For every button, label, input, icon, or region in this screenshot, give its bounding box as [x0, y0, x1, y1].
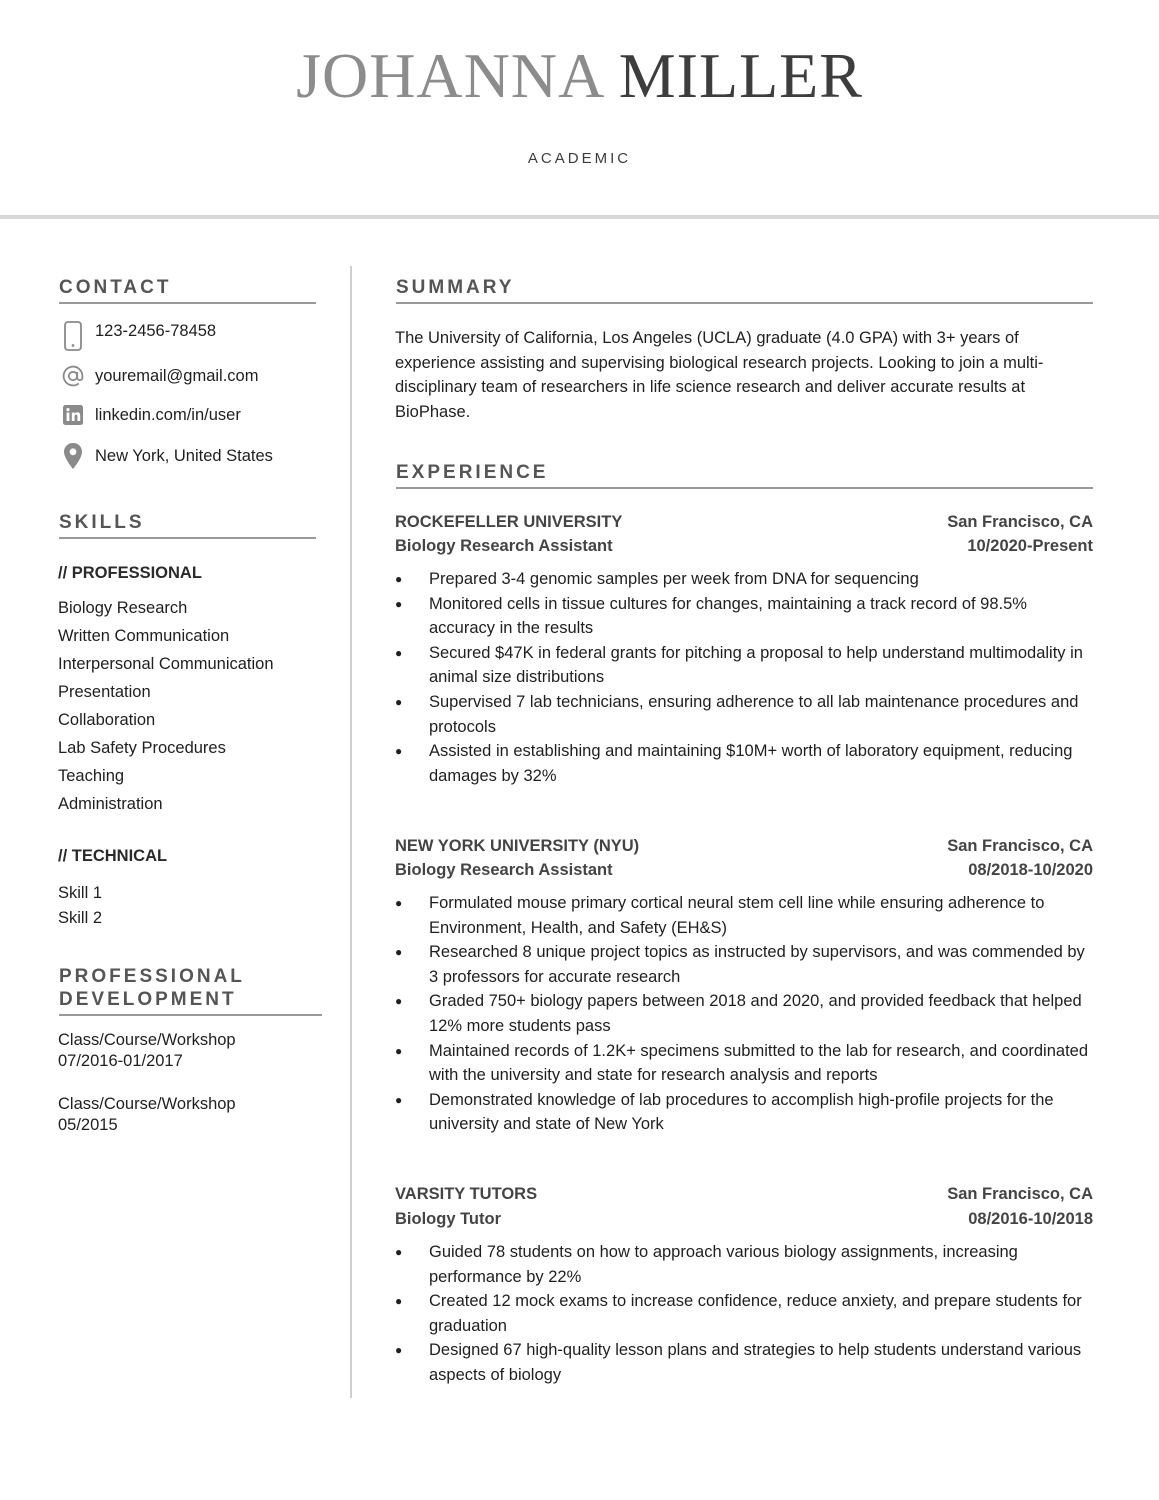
email-text: youremail@gmail.com — [95, 366, 259, 385]
contact-location — [58, 441, 273, 471]
job-bullet: ● Formulated mouse primary cortical neural stem cell line while ensuring adherence to Environment, Health, and Safety (EH&S) — [395, 891, 1095, 940]
technical-skills-label: // TECHNICAL — [58, 847, 168, 865]
pd-item-date: 07/2016-01/2017 — [58, 1052, 183, 1070]
job-bullet: ● Researched 8 unique project topics as instructed by supervisors, and was commended by 3 professors for accurate research — [395, 940, 1095, 989]
professional-skills-label: // PROFESSIONAL — [58, 564, 202, 582]
skills-title: SKILLS — [59, 512, 145, 533]
resume-subtitle: ACADEMIC — [527, 150, 632, 167]
skill-item: Presentation — [58, 683, 151, 701]
linkedin-icon — [58, 400, 88, 430]
experience-rule — [396, 487, 1093, 489]
job-role: Biology Research Assistant — [395, 537, 613, 555]
summary-text: The University of California, Los Angeles (UCLA) graduate (4.0 GPA) with 3+ years of experience assisting and supervising biological research projects. Looking to join a multi-disciplinary team of researchers in life science research and deliver accurate results at BioPhase. — [395, 329, 1044, 421]
job-dates: 08/2018-10/2020 — [968, 861, 1093, 879]
technical-skills-list — [58, 881, 102, 931]
job-bullet: ● Monitored cells in tissue cultures for changes, maintaining a track record of 98.5% accuracy in the results — [395, 592, 1095, 641]
skill-item: Skill 1 — [58, 884, 103, 902]
job-role: Biology Tutor — [395, 1210, 502, 1228]
skill-item: Teaching — [58, 767, 125, 785]
linkedin-text: linkedin.com/in/user — [95, 405, 241, 424]
job-bullet: ● Supervised 7 lab technicians, ensuring adherence to all lab maintenance procedures and protocols — [395, 690, 1095, 739]
job-role-row — [395, 861, 1093, 883]
job-company-row — [395, 1185, 1093, 1207]
skill-item: Written Communication — [58, 627, 230, 645]
job-role: Biology Research Assistant — [395, 861, 613, 879]
phone-text: 123-2456-78458 — [95, 321, 217, 340]
job-bullet: ● Created 12 mock exams to increase confidence, reduce anxiety, and prepare students for graduation — [395, 1289, 1095, 1338]
pd-item-name: Class/Course/Workshop — [58, 1095, 236, 1113]
job-bullets — [395, 891, 1095, 1137]
job-company: NEW YORK UNIVERSITY (NYU) — [395, 837, 640, 855]
professional-skills-list — [58, 594, 274, 818]
contact-phone — [58, 321, 216, 351]
pd-item-name: Class/Course/Workshop — [58, 1031, 236, 1049]
skills-rule — [59, 537, 316, 539]
job-company: VARSITY TUTORS — [395, 1185, 538, 1203]
last-name: MILLER — [618, 40, 863, 111]
job-role-row — [395, 1210, 1093, 1232]
job-dates: 08/2016-10/2018 — [968, 1210, 1093, 1228]
job-location: San Francisco, CA — [947, 1185, 1093, 1203]
skill-item: Collaboration — [58, 711, 156, 729]
experience-title: EXPERIENCE — [396, 462, 549, 483]
header-divider — [0, 215, 1159, 219]
phone-icon — [58, 321, 88, 351]
job-dates: 10/2020-Present — [967, 537, 1093, 555]
job-location: San Francisco, CA — [947, 837, 1093, 855]
contact-rule — [59, 302, 316, 304]
job-bullet: ● Secured $47K in federal grants for pitching a proposal to help understand multimodality in animal size distributions — [395, 641, 1095, 690]
contact-linkedin — [58, 400, 241, 430]
job-bullets — [395, 1240, 1095, 1388]
job-bullet: ● Assisted in establishing and maintaining $10M+ worth of laboratory equipment, reducing damages by 32% — [395, 739, 1095, 788]
summary-rule — [396, 302, 1093, 304]
resume-name — [0, 38, 1159, 114]
job-company-row — [395, 513, 1093, 535]
summary-title: SUMMARY — [396, 277, 515, 298]
location-pin-icon — [58, 441, 88, 471]
skill-item: Interpersonal Communication — [58, 655, 274, 673]
job-role-row — [395, 537, 1093, 559]
job-bullet: ● Demonstrated knowledge of lab procedures to accomplish high-profile projects for the university and state of New York — [395, 1088, 1095, 1137]
first-name: JOHANNA — [296, 40, 602, 111]
job-bullet: ● Designed 67 high-quality lesson plans and strategies to help students understand various aspects of biology — [395, 1338, 1095, 1387]
skill-item: Biology Research — [58, 599, 188, 617]
job-location: San Francisco, CA — [947, 513, 1093, 531]
pd-item — [58, 1030, 236, 1072]
contact-title: CONTACT — [59, 277, 172, 298]
job-bullet: ● Graded 750+ biology papers between 2018 and 2020, and provided feedback that helped 12% more students pass — [395, 989, 1095, 1038]
job-bullet: ● Maintained records of 1.2K+ specimens submitted to the lab for research, and coordinated with the university and state for research analysis and reports — [395, 1039, 1095, 1088]
skill-item: Skill 2 — [58, 909, 103, 927]
job-bullet: ● Guided 78 students on how to approach various biology assignments, increasing performance by 22% — [395, 1240, 1095, 1289]
resume-header — [0, 0, 1159, 218]
skill-item: Administration — [58, 795, 163, 813]
job-bullets — [395, 567, 1095, 788]
professional-development-title: PROFESSIONAL DEVELOPMENT — [59, 966, 245, 1010]
professional-development-rule — [59, 1014, 322, 1016]
job-bullet: ● Prepared 3-4 genomic samples per week from DNA for sequencing — [395, 567, 1095, 592]
pd-item-date: 05/2015 — [58, 1116, 118, 1134]
job-company: ROCKEFELLER UNIVERSITY — [395, 513, 623, 531]
location-text: New York, United States — [95, 446, 273, 465]
skill-item: Lab Safety Procedures — [58, 739, 226, 757]
at-icon — [58, 361, 88, 391]
pd-item — [58, 1094, 236, 1136]
contact-email — [58, 361, 258, 391]
job-company-row — [395, 837, 1093, 859]
column-divider — [350, 266, 352, 1398]
